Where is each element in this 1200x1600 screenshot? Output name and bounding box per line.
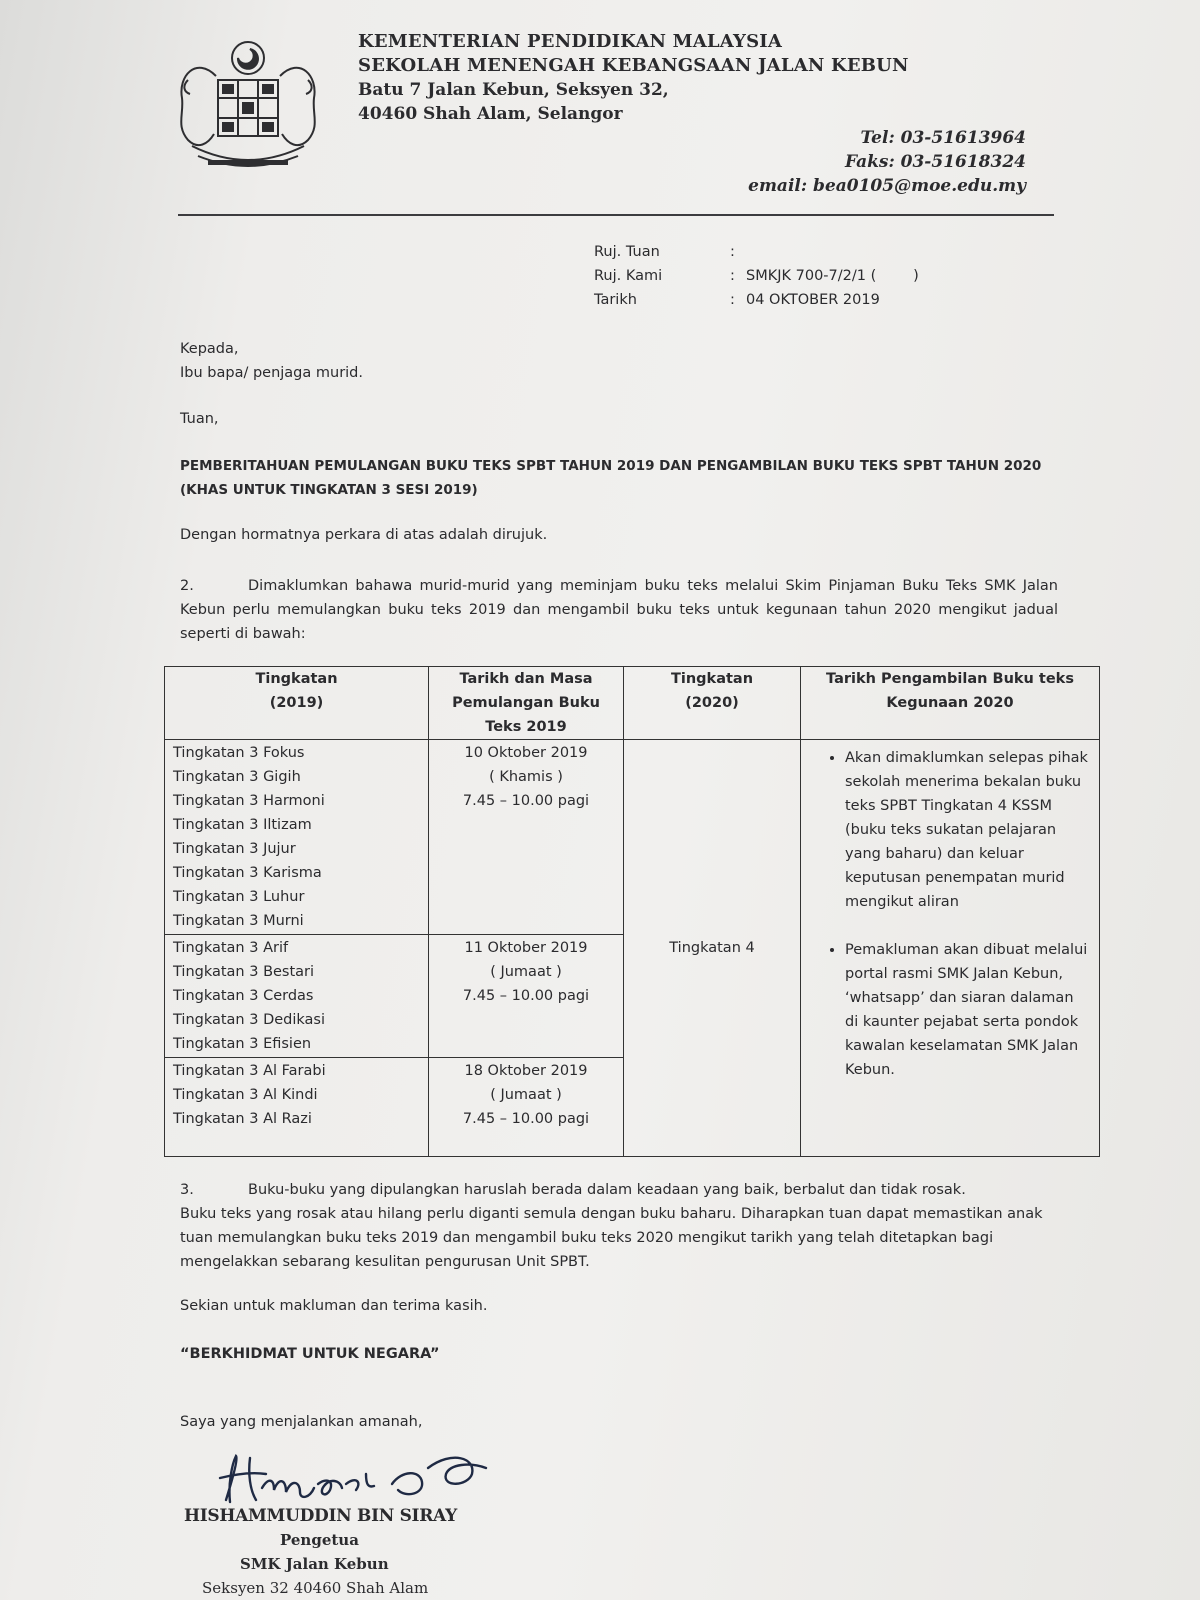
header-text: (2019) xyxy=(269,695,324,711)
paragraph-2 xyxy=(180,574,1058,646)
list-item: • Akan dimaklumkan selepas pihak sekolah menerima bekalan buku teks SPBT Tingkatan 4 KSSM (buku teks sukatan pelajaran yang baharu) dan keluar keputusan penempatan murid mengikut aliran xyxy=(845,746,1089,914)
list-item: • Pemakluman akan dibuat melalui portal rasmi SMK Jalan Kebun, ‘whatsapp’ dan siaran dalaman di kaunter pejabat serta pondok kawalan keselamatan SMK Jalan Kebun. xyxy=(845,938,1089,1082)
class-name: Tingkatan 3 Cerdas xyxy=(173,988,314,1004)
reference-label: Ruj. Kami xyxy=(594,268,663,284)
reference-separator: : xyxy=(730,268,735,284)
class-name: Tingkatan 3 Jujur xyxy=(173,841,296,857)
return-date-cell xyxy=(429,740,624,935)
fax: Faks: 03-51618324 xyxy=(844,152,1026,172)
column-header xyxy=(165,667,429,740)
school-address-line1: Batu 7 Jalan Kebun, Seksyen 32, xyxy=(358,80,669,100)
class-name: Tingkatan 3 Arif xyxy=(173,940,289,956)
recipient-line2: Ibu bapa/ penjaga murid. xyxy=(180,365,363,381)
column-header xyxy=(429,667,624,740)
intro-paragraph: Dengan hormatnya perkara di atas adalah dirujuk. xyxy=(180,527,548,543)
class-name: Tingkatan 3 Murni xyxy=(173,913,304,929)
telephone: Tel: 03-51613964 xyxy=(860,128,1026,148)
motto: “BERKHIDMAT UNTUK NEGARA” xyxy=(180,1346,440,1362)
return-date-cell xyxy=(429,935,624,1058)
signature-intro: Saya yang menjalankan amanah, xyxy=(180,1414,423,1430)
recipient-line1: Kepada, xyxy=(180,341,239,357)
class-list-cell xyxy=(165,1058,429,1157)
return-date: 11 Oktober 2019 xyxy=(464,940,588,956)
paragraph-number: 3. xyxy=(180,1182,194,1198)
class-name: Tingkatan 3 Gigih xyxy=(173,769,301,785)
class-list-cell xyxy=(165,935,429,1058)
return-time: 7.45 – 10.00 pagi xyxy=(462,1111,590,1127)
table-row xyxy=(165,740,1100,935)
class-name: Tingkatan 3 Al Farabi xyxy=(173,1063,326,1079)
reference-row xyxy=(594,240,919,264)
paragraph-text: Buku teks yang rosak atau hilang perlu diganti semula dengan buku baharu. Diharapkan tuan dapat memastikan anak tuan memulangkan buku teks 2019 dan mengambil buku teks 2020 mengikut tarikh yang telah ditetapkan bagi mengelakkan sebarang kesulitan pengurusan Unit SPBT. xyxy=(180,1206,1043,1270)
class-name: Tingkatan 3 Efisien xyxy=(173,1036,312,1052)
class-list-cell xyxy=(165,740,429,935)
school-address-line2: 40460 Shah Alam, Selangor xyxy=(358,104,623,124)
header-text: Teks 2019 xyxy=(485,719,567,735)
paragraph-text: Dimaklumkan bahawa murid-murid yang meminjam buku teks melalui Skim Pinjaman Buku Teks SMK Jalan Kebun perlu memulangkan buku teks 2019 dan mengambil buku teks untuk kegunaan tahun 2020 mengikut jadual seperti di bawah: xyxy=(180,578,1058,642)
return-day: ( Jumaat ) xyxy=(490,964,562,980)
reference-label: Tarikh xyxy=(594,292,637,308)
salutation: Tuan, xyxy=(180,411,219,427)
header-text: Tarikh Pengambilan Buku teks xyxy=(826,671,1074,687)
header-text: Kegunaan 2020 xyxy=(886,695,1014,711)
return-day: ( Khamis ) xyxy=(489,769,563,785)
recipient-block xyxy=(180,337,1058,385)
header-text: Tarikh dan Masa xyxy=(459,671,593,687)
reference-row xyxy=(594,264,919,288)
class-name: Tingkatan 3 Karisma xyxy=(173,865,322,881)
schedule-table xyxy=(164,666,1100,1157)
signatory-name: HISHAMMUDDIN BIN SIRAY xyxy=(184,1506,457,1526)
return-date: 10 Oktober 2019 xyxy=(464,745,588,761)
return-time: 7.45 – 10.00 pagi xyxy=(462,988,590,1004)
class-name: Tingkatan 3 Al Razi xyxy=(173,1111,312,1127)
header-text: Tingkatan xyxy=(255,671,338,687)
header-text: (2020) xyxy=(685,695,739,711)
return-date: 18 Oktober 2019 xyxy=(464,1063,588,1079)
return-day: ( Jumaat ) xyxy=(490,1087,562,1103)
class-name: Tingkatan 3 Luhur xyxy=(173,889,305,905)
signatory-address: Seksyen 32 40460 Shah Alam xyxy=(202,1579,429,1597)
email: email: bea0105@moe.edu.my xyxy=(748,176,1026,196)
reference-label: Ruj. Tuan xyxy=(594,244,660,260)
paragraph-3 xyxy=(180,1178,1058,1274)
class-name: Tingkatan 3 Iltizam xyxy=(173,817,312,833)
class-name: Tingkatan 3 Dedikasi xyxy=(173,1012,325,1028)
paragraph-text: Buku-buku yang dipulangkan haruslah berada dalam keadaan yang baik, berbalut dan tidak rosak. xyxy=(248,1182,966,1198)
form-2020-cell: Tingkatan 4 xyxy=(624,740,801,1157)
header-text: Tingkatan xyxy=(670,671,754,687)
reference-value: SMKJK 700-7/2/1 ( ) xyxy=(746,268,919,284)
reference-separator: : xyxy=(730,292,735,308)
column-header xyxy=(624,667,801,740)
paragraph-number: 2. xyxy=(180,578,194,594)
paragraph-first-line xyxy=(180,1178,1058,1202)
reference-row xyxy=(594,288,919,312)
subject-heading: PEMBERITAHUAN PEMULANGAN BUKU TEKS SPBT TAHUN 2019 DAN PENGAMBILAN BUKU TEKS SPBT TAHUN 2020 (KHAS UNTUK TINGKATAN 3 SESI 2019) xyxy=(180,458,1042,498)
school-name: SEKOLAH MENENGAH KEBANGSAAN JALAN KEBUN xyxy=(358,55,909,76)
signatory-block xyxy=(184,1504,457,1600)
class-name: Tingkatan 3 Al Kindi xyxy=(173,1087,318,1103)
closing-line: Sekian untuk makluman dan terima kasih. xyxy=(180,1298,488,1314)
column-header xyxy=(801,667,1100,740)
reference-value: 04 OKTOBER 2019 xyxy=(746,292,880,308)
notes-list xyxy=(819,746,1089,1082)
reference-block xyxy=(594,240,919,312)
header-text: Pemulangan Buku xyxy=(452,695,600,711)
return-date-cell xyxy=(429,1058,624,1157)
return-time: 7.45 – 10.00 pagi xyxy=(462,793,590,809)
contact-details xyxy=(748,126,1026,198)
class-name: Tingkatan 3 Bestari xyxy=(173,964,315,980)
malaysia-coat-of-arms-icon xyxy=(168,36,328,178)
class-name: Tingkatan 3 Harmoni xyxy=(173,793,325,809)
signatory-school: SMK Jalan Kebun xyxy=(240,1555,389,1573)
letterhead xyxy=(358,30,909,126)
signatory-title: Pengetua xyxy=(280,1531,359,1549)
reference-separator: : xyxy=(730,244,735,260)
collection-notes-cell xyxy=(801,740,1100,1157)
ministry-name: KEMENTERIAN PENDIDIKAN MALAYSIA xyxy=(358,31,783,52)
class-name: Tingkatan 3 Fokus xyxy=(173,745,305,761)
table-header-row xyxy=(165,667,1100,740)
letterhead-divider xyxy=(178,214,1054,216)
